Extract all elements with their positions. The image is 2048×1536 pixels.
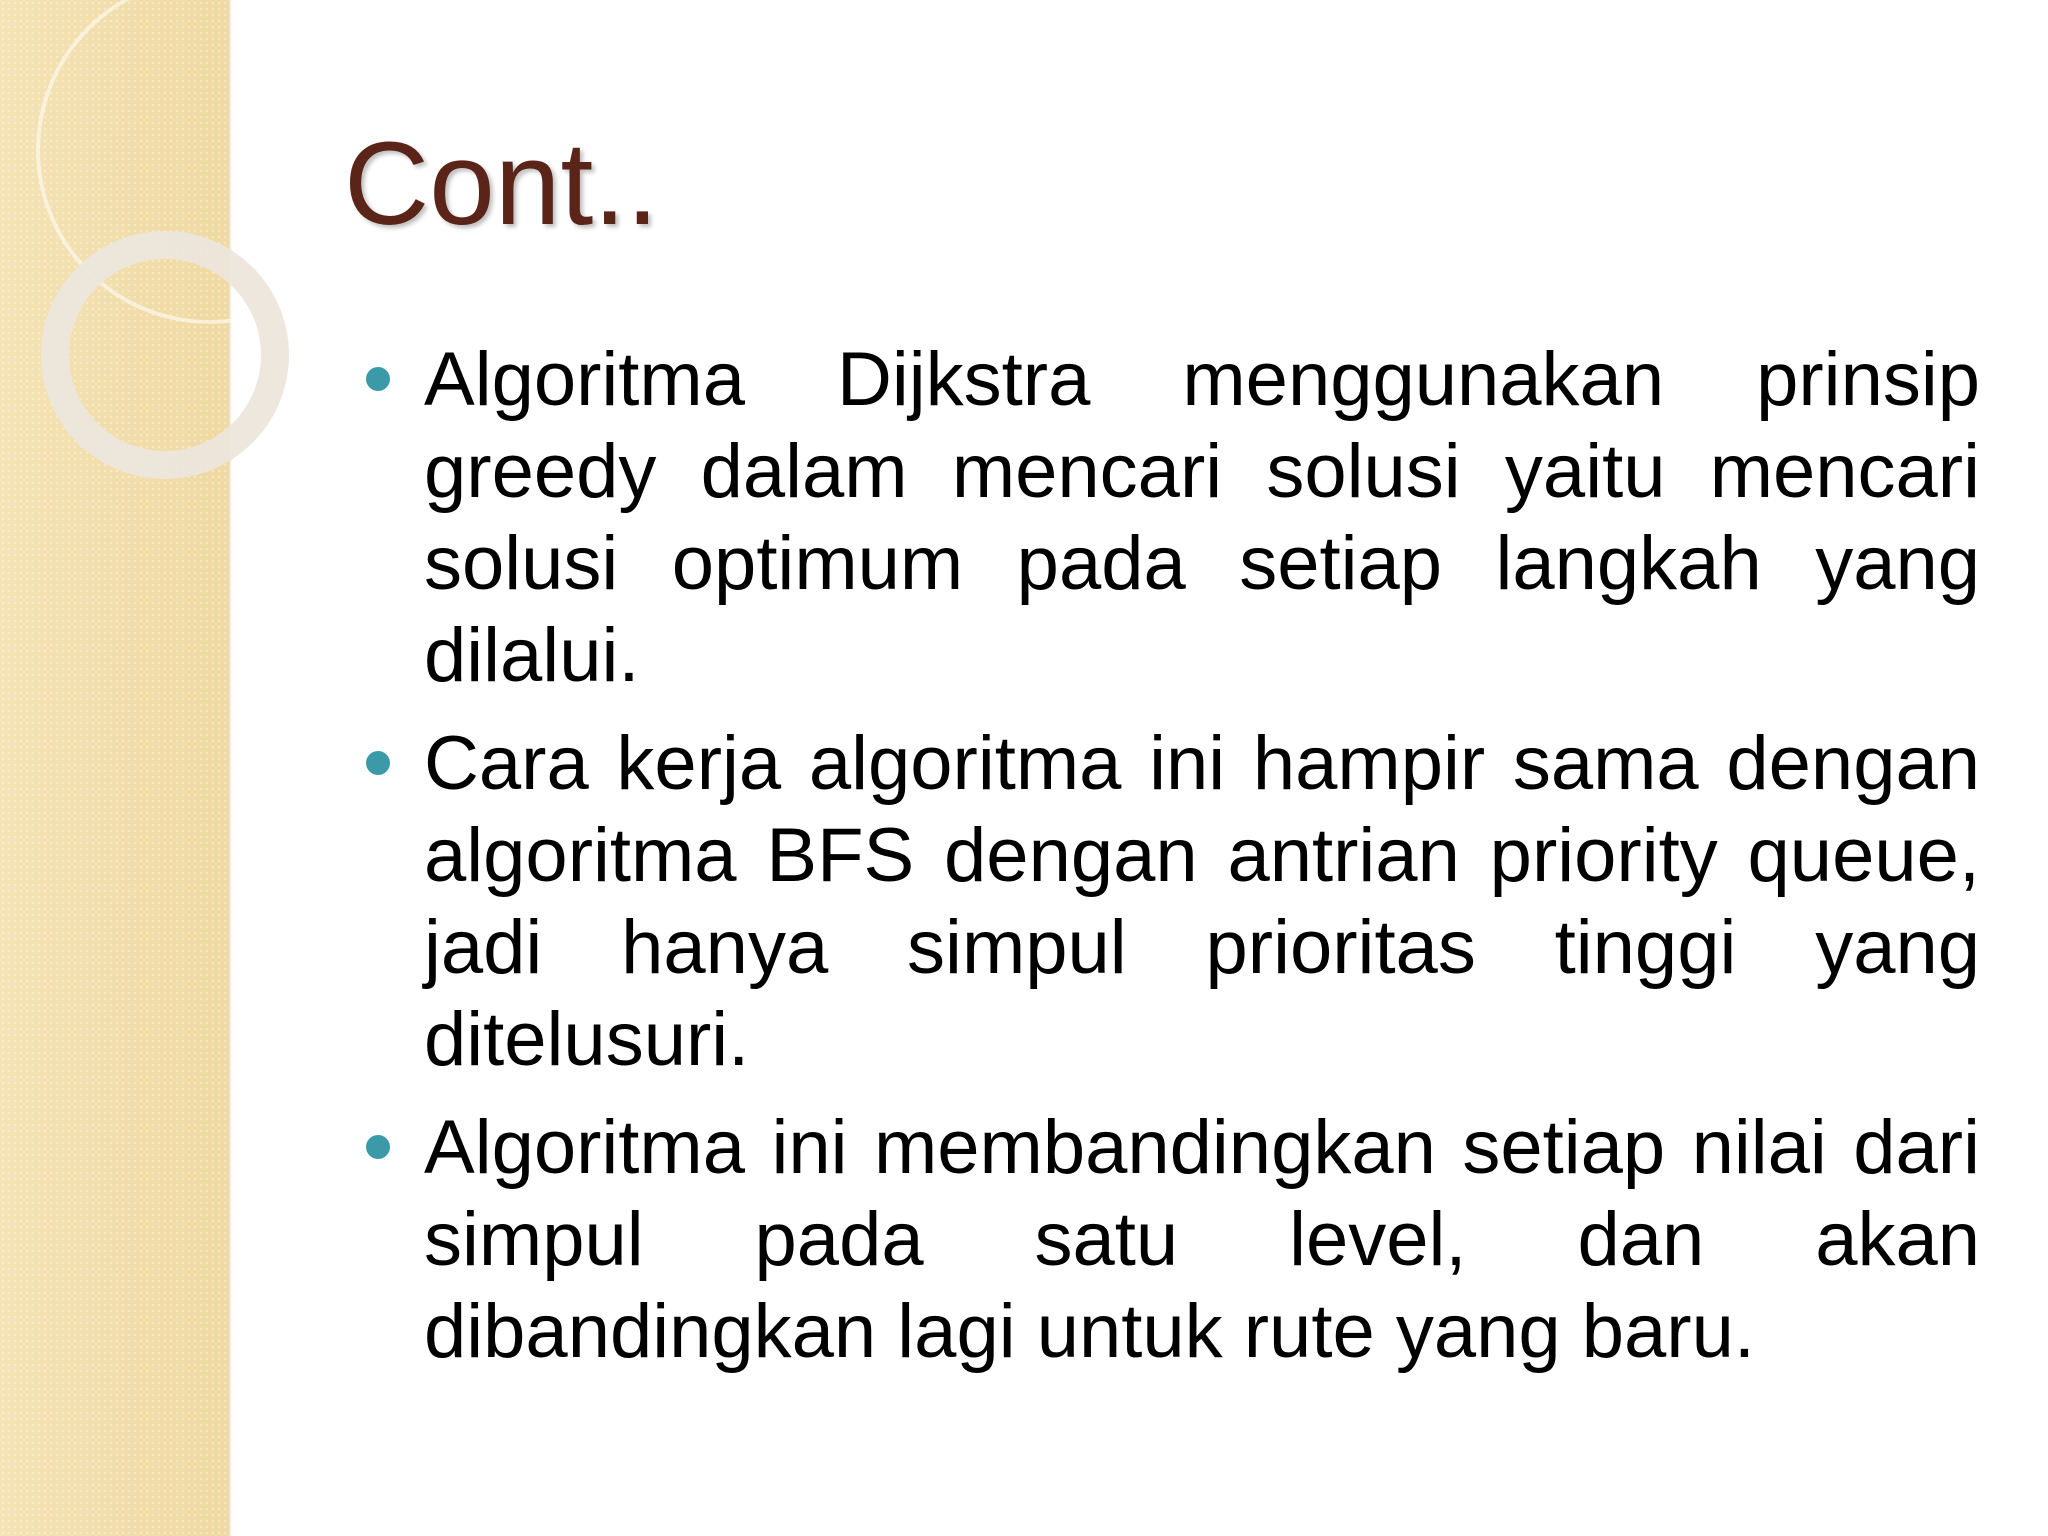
decorative-rings	[0, 0, 400, 560]
bullet-dot-icon	[366, 751, 390, 775]
slide-title: Cont..	[344, 118, 659, 250]
decorative-ring-small	[55, 245, 275, 465]
bullet-list	[344, 334, 1980, 1394]
bullet-dot-icon	[366, 1135, 390, 1159]
bullet-item	[344, 1102, 1980, 1378]
bullet-item	[344, 718, 1980, 1086]
bullet-text: Cara kerja algoritma ini hampir sama dengan algoritma BFS dengan antrian priority queue, jadi hanya simpul prioritas tinggi yang ditelusuri.	[424, 721, 1980, 1082]
bullet-text: Algoritma Dijkstra menggunakan prinsip greedy dalam mencari solusi yaitu mencari solusi optimum pada setiap langkah yang dilalui.	[424, 337, 1980, 698]
bullet-text: Algoritma ini membandingkan setiap nilai dari simpul pada satu level, dan akan dibandingkan lagi untuk rute yang baru.	[424, 1105, 1980, 1374]
bullet-dot-icon	[366, 367, 390, 391]
bullet-item	[344, 334, 1980, 702]
